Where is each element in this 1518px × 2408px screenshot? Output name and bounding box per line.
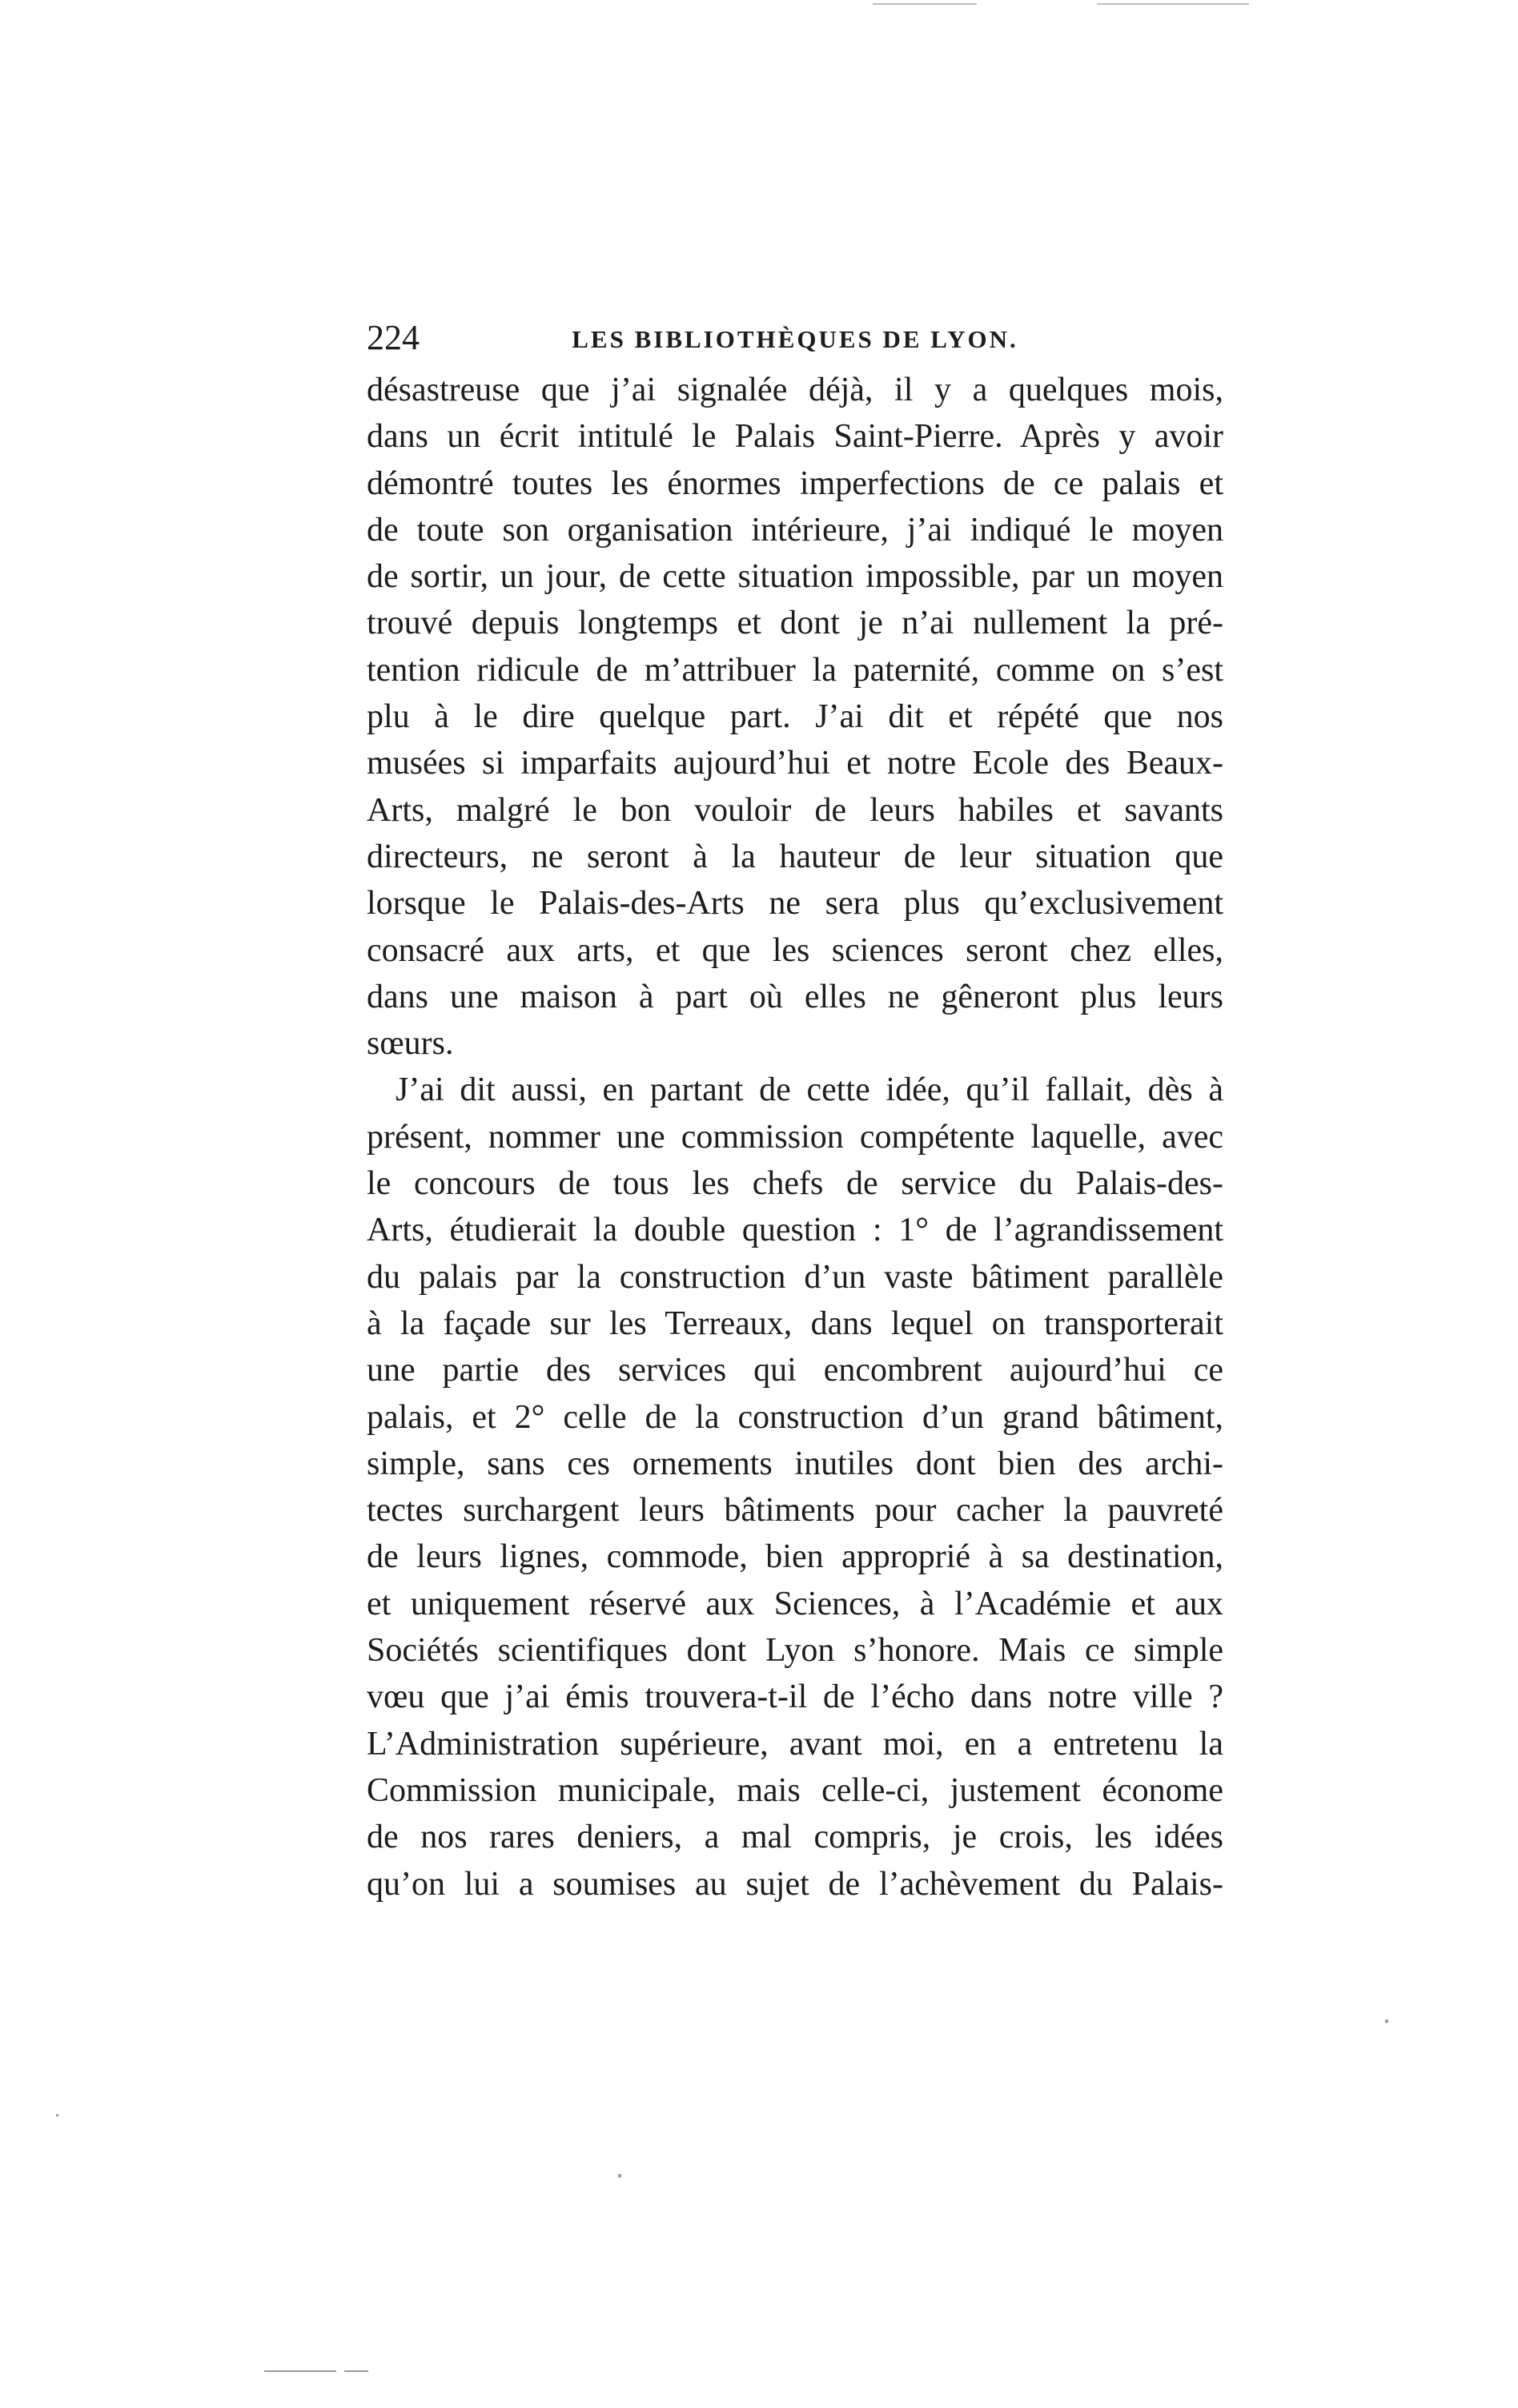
scan-edge-mark [1097, 3, 1249, 5]
text-line: J’ai dit aussi, en partant de cette idée, qu’il fallait, dès à [396, 1071, 1223, 1109]
text-line: trouvé depuis longtemps et dont je n’ai nullement la pré- [367, 605, 1223, 642]
text-line: tectes surchargent leurs bâtiments pour cacher la pauvreté [367, 1492, 1223, 1530]
scan-edge-mark [873, 3, 977, 5]
text-line: le concours de tous les chefs de service du Palais-des- [367, 1165, 1223, 1203]
text-line: plu à le dire quelque part. J’ai dit et répété que nos [367, 698, 1223, 736]
text-line: sœurs. [367, 1025, 454, 1063]
page-header [367, 314, 1223, 362]
page-number: 224 [367, 318, 420, 357]
text-line: Arts, étudierait la double question : 1° de l’agrandissement [367, 1212, 1223, 1249]
text-line: Commission municipale, mais celle-ci, justement économe [367, 1771, 1223, 1809]
text-line: du palais par la construction d’un vaste bâtiment parallèle [367, 1258, 1223, 1296]
text-line: démontré toutes les énormes imperfections de ce palais et [367, 464, 1223, 502]
text-line: qu’on lui a soumises au sujet de l’achèvement du Palais- [367, 1865, 1223, 1903]
text-line: une partie des services qui encombrent aujourd’hui ce [367, 1352, 1223, 1389]
text-line: palais, et 2° celle de la construction d’un grand bâtiment, [367, 1398, 1223, 1436]
text-line: et uniquement réservé aux Sciences, à l’Académie et aux [367, 1585, 1223, 1622]
scan-speck [56, 2114, 58, 2117]
text-line: Arts, malgré le bon vouloir de leurs habiles et savants [367, 791, 1223, 829]
text-line: présent, nommer une commission compétente laquelle, avec [367, 1118, 1223, 1156]
text-line: à la façade sur les Terreaux, dans lequel on transporterait [367, 1305, 1223, 1342]
text-line: vœu que j’ai émis trouvera-t-il de l’écho dans notre ville ? [367, 1678, 1223, 1716]
body-text [367, 367, 1223, 1908]
text-line: de nos rares deniers, a mal compris, je crois, les idées [367, 1819, 1223, 1856]
text-line: dans une maison à part où elles ne gêneront plus leurs [367, 978, 1223, 1015]
text-line: de sortir, un jour, de cette situation impossible, par un moyen [367, 558, 1223, 596]
text-line: Sociétés scientifiques dont Lyon s’honore. Mais ce simple [367, 1632, 1223, 1670]
text-line: lorsque le Palais-des-Arts ne sera plus qu’exclusivement [367, 885, 1223, 923]
text-line: L’Administration supérieure, avant moi, en a entretenu la [367, 1725, 1223, 1763]
text-line: de leurs lignes, commode, bien approprié à sa destination, [367, 1538, 1223, 1576]
scan-speck [264, 2370, 336, 2372]
text-line: directeurs, ne seront à la hauteur de leur situation que [367, 838, 1223, 875]
scan-speck [344, 2370, 368, 2372]
scan-speck [618, 2174, 621, 2177]
text-line: de toute son organisation intérieure, j’ai indiqué le moyen [367, 511, 1223, 549]
text-line: consacré aux arts, et que les sciences seront chez elles, [367, 931, 1223, 969]
text-line: désastreuse que j’ai signalée déjà, il y a quelques mois, [367, 372, 1223, 408]
text-line: simple, sans ces ornements inutiles dont bien des archi- [367, 1445, 1223, 1482]
text-line: musées si imparfaits aujourd’hui et notre Ecole des Beaux- [367, 745, 1223, 782]
text-line: dans un écrit intitulé le Palais Saint-Pierre. Après y avoir [367, 418, 1223, 456]
scan-speck [1385, 2020, 1388, 2023]
running-title: LES BIBLIOTHÈQUES DE LYON. [572, 325, 1018, 353]
text-line: tention ridicule de m’attribuer la paternité, comme on s’est [367, 651, 1223, 689]
